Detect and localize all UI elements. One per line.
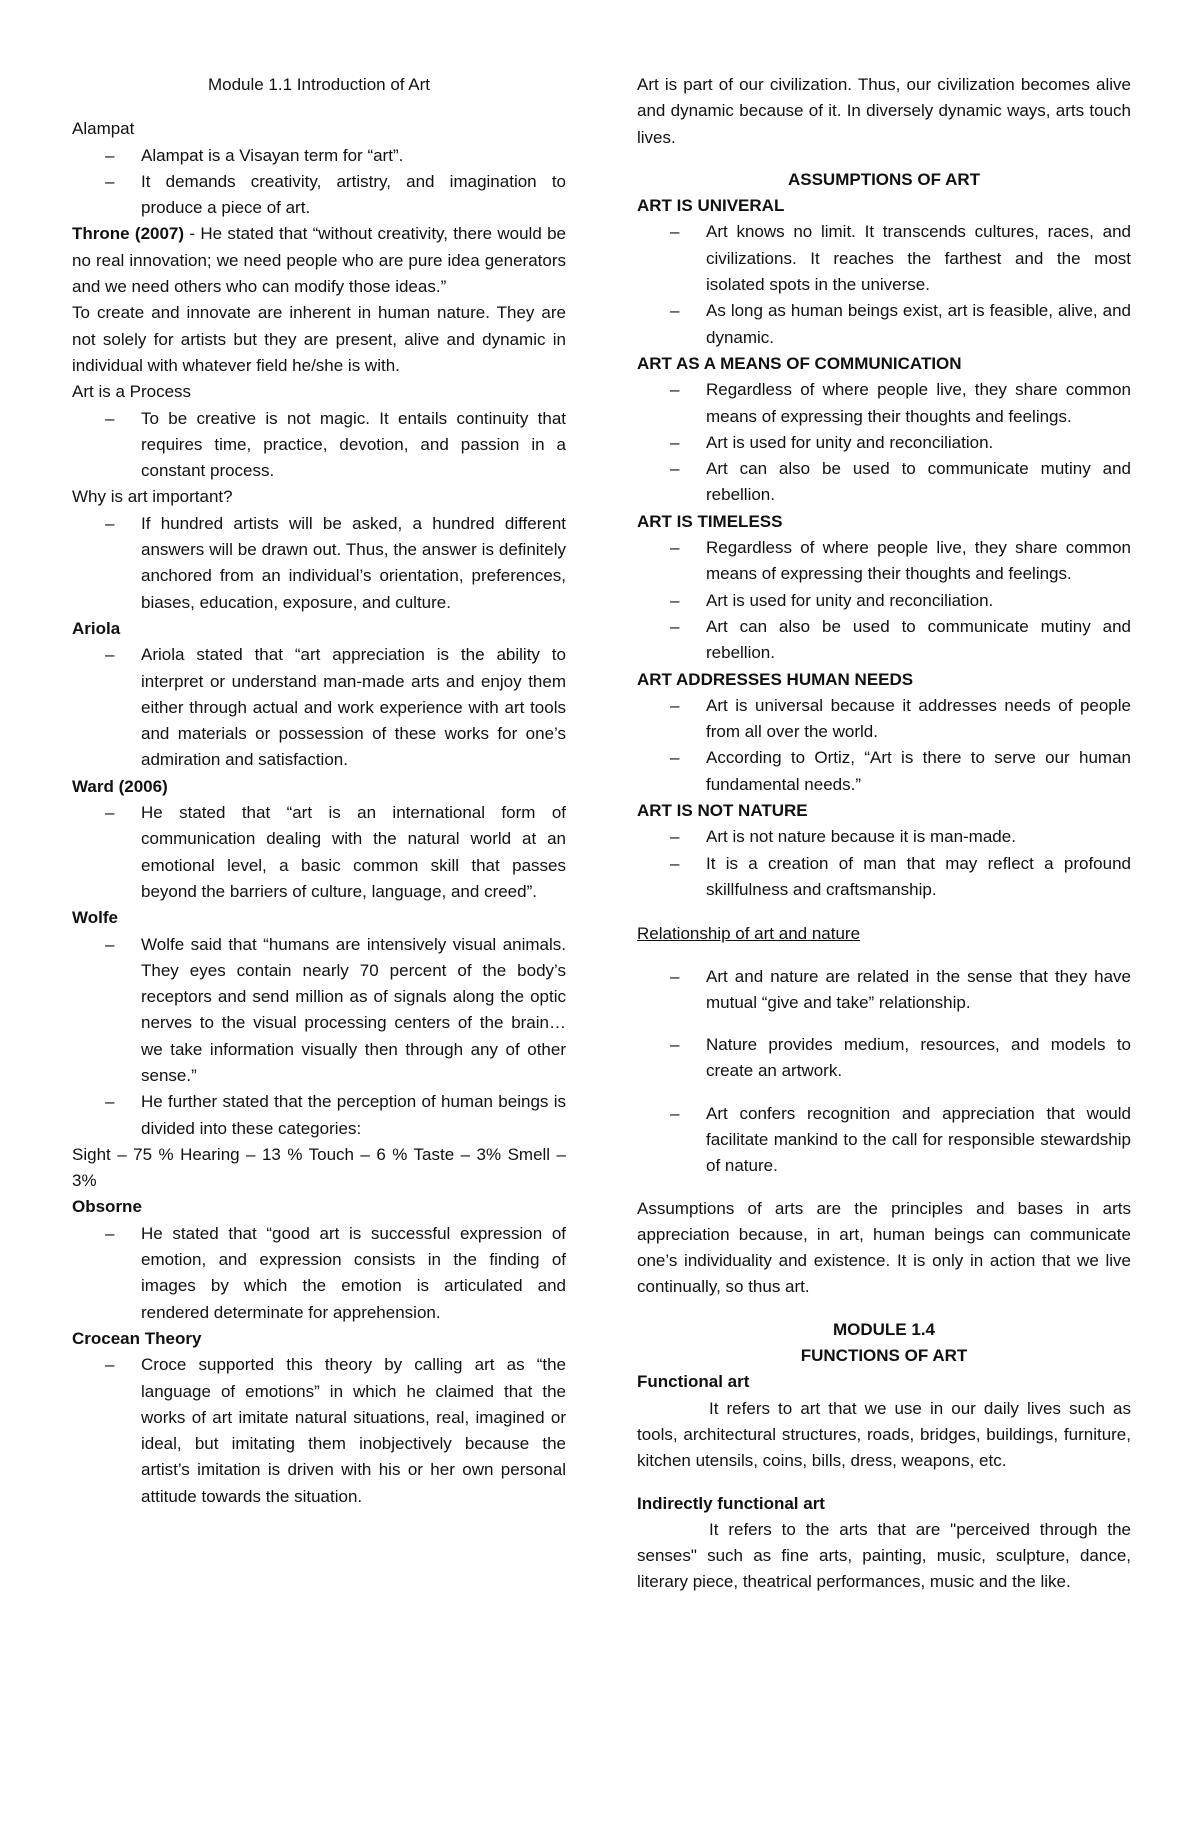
senses-percentages: Sight – 75 % Hearing – 13 % Touch – 6 % Taste – 3% Smell – 3% [72, 1144, 566, 1191]
list-item: – Nature provides medium, resources, and models to create an artwork. [637, 1032, 1131, 1085]
intro-paragraph: Art is part of our civilization. Thus, our civilization becomes alive and dynamic because of it. In diversely dynamic ways, arts touch lives. [637, 75, 1131, 147]
list-item: – He stated that “good art is successful expression of emotion, and expression consists in the finding of images by which the emotion is articulated and rendered determinate for apprehension. [72, 1221, 566, 1326]
timeless-heading: ART IS TIMELESS [637, 511, 783, 531]
list-item: – Art and nature are related in the sense that they have mutual “give and take” relationship. [637, 964, 1131, 1017]
list-item: – It is a creation of man that may reflect a profound skillfulness and craftsmanship. [637, 851, 1131, 904]
list-item: – Ariola stated that “art appreciation is the ability to interpret or understand man-made arts and enjoy them either through actual and work experience with art tools and materials or possession of these works for one’s admiration and satisfaction. [72, 642, 566, 773]
list-item: – Art can also be used to communicate mutiny and rebellion. [637, 614, 1131, 667]
needs-heading: ART ADDRESSES HUMAN NEEDS [637, 669, 914, 689]
list-item: – Art knows no limit. It transcends cultures, races, and civilizations. It reaches the farthest and the most isolated spots in the universe. [637, 219, 1131, 298]
list-item: – Art is used for unity and reconciliation. [637, 430, 1131, 456]
why-list [72, 511, 566, 616]
alampat-heading: Alampat [72, 119, 135, 139]
alampat-list [72, 143, 566, 222]
indirect-heading: Indirectly functional art [637, 1493, 825, 1513]
assumptions-title: ASSUMPTIONS OF ART [787, 169, 981, 189]
list-item: – Croce supported this theory by calling art as “the language of emotions” in which he claimed that the works of art imitate natural situations, real, imagined or ideal, but imitating them inobjectively because the artist’s imitation is driven with his or her own personal attitude towards the situation. [72, 1352, 566, 1510]
left-column [72, 72, 566, 1510]
list-item: – It demands creativity, artistry, and imagination to produce a piece of art. [72, 169, 566, 222]
list-item: – Art is universal because it addresses needs of people from all over the world. [637, 693, 1131, 746]
ward-heading: Ward (2006) [72, 776, 168, 796]
module-title: Module 1.1 Introduction of Art [207, 75, 431, 94]
relationship-list [637, 964, 1131, 1017]
module-1-4-title: MODULE 1.4 [832, 1319, 936, 1339]
list-item: – He stated that “art is an international form of communication dealing with the natural world at an emotional level, a basic common skill that passes beyond the barriers of culture, language, and creed”. [72, 800, 566, 905]
obsorne-heading: Obsorne [72, 1197, 142, 1217]
functional-heading: Functional art [637, 1372, 750, 1392]
process-heading: Art is a Process [72, 382, 192, 402]
throne-paragraph [72, 221, 566, 300]
list-item: – He further stated that the perception of human beings is divided into these categories: [72, 1089, 566, 1142]
crocean-heading: Crocean Theory [72, 1328, 202, 1348]
obsorne-list [72, 1221, 566, 1326]
list-item: – Regardless of where people live, they share common means of expressing their thoughts and feelings. [637, 535, 1131, 588]
needs-list [637, 693, 1131, 798]
communication-list [637, 377, 1131, 508]
list-item: – If hundred artists will be asked, a hundred different answers will be drawn out. Thus, the answer is definitely anchored from an individual’s orientation, preferences, biases, education, exposure, and culture. [72, 511, 566, 616]
list-item: – To be creative is not magic. It entails continuity that requires time, practice, devotion, and passion in a constant process. [72, 406, 566, 485]
relationship-list-2 [637, 1032, 1131, 1085]
assumptions-paragraph: Assumptions of arts are the principles and bases in arts appreciation because, in art, human beings can communicate one’s individuality and existence. It is only in action that we live continually, so thus art. [637, 1198, 1131, 1297]
wolfe-heading: Wolfe [72, 908, 118, 928]
ward-list [72, 800, 566, 905]
list-item: – Art confers recognition and appreciation that would facilitate mankind to the call for responsible stewardship of nature. [637, 1101, 1131, 1180]
functional-text: It refers to art that we use in our daily lives such as tools, architectural structures, roads, bridges, buildings, furniture, kitchen utensils, coins, bills, dress, weapons, etc. [637, 1398, 1131, 1471]
not-nature-heading: ART IS NOT NATURE [637, 801, 808, 821]
ariola-list [72, 642, 566, 773]
ariola-heading: Ariola [72, 618, 121, 638]
list-item: – Wolfe said that “humans are intensively visual animals. They eyes contain nearly 70 percent of the body’s receptors and send million as of signals along the optic nerves to the visual processing centers of the brain… we take information visually then through any of other sense.” [72, 932, 566, 1090]
list-item: – As long as human beings exist, art is feasible, alive, and dynamic. [637, 298, 1131, 351]
crocean-list [72, 1352, 566, 1510]
communication-heading: ART AS A MEANS OF COMMUNICATION [637, 353, 962, 373]
why-heading: Why is art important? [72, 487, 233, 507]
indirect-text: It refers to the arts that are "perceived through the senses" such as fine arts, painting, music, sculpture, dance, literary piece, theatrical performances, music and the like. [637, 1519, 1131, 1592]
process-list [72, 406, 566, 485]
list-item: – Alampat is a Visayan term for “art”. [72, 143, 566, 169]
list-item: – Art can also be used to communicate mutiny and rebellion. [637, 456, 1131, 509]
throne-name: Throne (2007) [72, 224, 185, 244]
timeless-list [637, 535, 1131, 666]
list-item: – Regardless of where people live, they share common means of expressing their thoughts and feelings. [637, 377, 1131, 430]
list-item: – Art is used for unity and reconciliation. [637, 588, 1131, 614]
relationship-heading: Relationship of art and nature [637, 924, 861, 944]
create-paragraph: To create and innovate are inherent in human nature. They are not solely for artists but they are present, alive and dynamic in individual with whatever field he/she is with. [72, 303, 566, 375]
list-item: – According to Ortiz, “Art is there to serve our human fundamental needs.” [637, 745, 1131, 798]
universal-list [637, 219, 1131, 350]
list-item: – Art is not nature because it is man-made. [637, 824, 1131, 850]
not-nature-list [637, 824, 1131, 903]
functions-title: FUNCTIONS OF ART [800, 1346, 968, 1366]
throne-text: - He stated that “without creativity, there would be no real innovation; we need people who are pure idea generators and we need others who can modify those ideas.” [72, 224, 566, 297]
relationship-list-3 [637, 1101, 1131, 1180]
universal-heading: ART IS UNIVERAL [637, 196, 785, 216]
right-column [637, 72, 1131, 1596]
wolfe-list [72, 932, 566, 1142]
